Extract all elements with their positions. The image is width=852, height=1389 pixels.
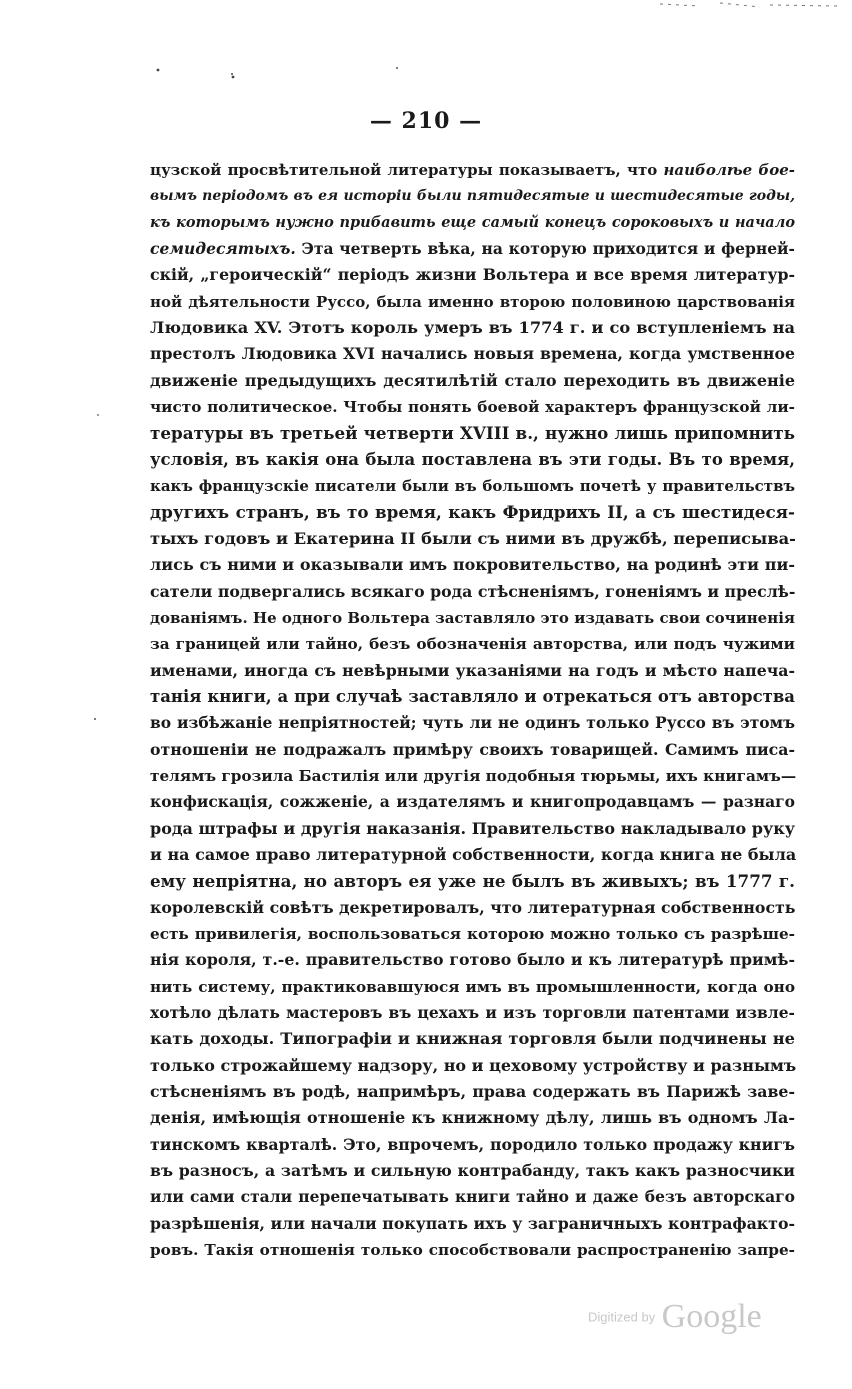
text-line (150, 473, 795, 499)
digitized-by-label: Digitized by (588, 1309, 656, 1325)
text-span: нія короля, т.-е. правительство готово было и къ литературѣ примѣ- (150, 950, 795, 970)
text-line (150, 262, 795, 288)
google-logo: Google (661, 1298, 762, 1335)
text-line (150, 605, 795, 631)
text-span: движеніе предыдущихъ десятилѣтій стало переходить въ движеніе (150, 370, 795, 390)
text-span: разрѣшенія, или начали покупать ихъ у заграничныхъ контрафакто- (150, 1213, 795, 1233)
text-line (150, 789, 795, 815)
text-span: лись съ ними и оказывали имъ покровительство, на родинѣ эти пи- (150, 555, 795, 575)
text-line (150, 157, 795, 183)
text-span: въ разносъ, а затѣмъ и сильную контрабанду, такъ какъ разносчики (150, 1161, 795, 1181)
text-span: стѣсненіямъ въ родѣ, напримѣръ, права содержать въ Парижѣ заве- (150, 1082, 795, 1102)
italic-text-span: вымъ періодомъ въ ея исторіи были пятидесятые и шестидесятые годы, (150, 188, 795, 205)
text-span: кать доходы. Типографіи и книжная торговля были подчинены не (150, 1029, 795, 1049)
text-span: королевскій совѣтъ декретировалъ, что литературная собственность (150, 897, 796, 917)
text-line (150, 236, 795, 262)
text-span: цузской просвѣтительной литературы показываетъ, что (150, 161, 664, 179)
text-span: денія, имѣющія отношеніе къ книжному дѣлу, лишь въ одномъ Ла- (150, 1108, 795, 1128)
text-span: чисто политическое. Чтобы понять боевой характеръ французской ли- (150, 398, 795, 417)
text-span: Людовика XV. Этотъ король умеръ въ 1774 г. и со вступленіемъ на (150, 318, 795, 338)
text-span: танія книги, а при случаѣ заставляло и отрекаться отъ авторства (150, 686, 795, 706)
text-line (150, 315, 795, 341)
text-line (150, 631, 795, 657)
text-span: ной дѣятельности Руссо, была именно второю половиною царствованія (150, 292, 795, 311)
text-span: Эта четверть вѣка, на которую приходится и ферней- (295, 239, 795, 259)
text-line (150, 1237, 795, 1263)
text-span: скій, „героическій“ періодъ жизни Вольтера и все время литератур- (150, 265, 795, 285)
text-span: сатели подвергались всякаго рода стѣсненіямъ, гоненіямъ и преслѣ- (150, 581, 796, 601)
text-line (150, 1158, 795, 1184)
text-line (150, 183, 795, 209)
text-span: тинскомъ кварталѣ. Это, впрочемъ, породило только продажу книгъ (150, 1134, 795, 1154)
text-line (150, 737, 795, 763)
text-line (150, 1000, 795, 1026)
text-span: отношеніи не подражалъ примѣру своихъ товарищей. Самимъ писа- (150, 739, 795, 759)
text-line (150, 368, 795, 394)
text-line (150, 710, 795, 736)
text-span: только строжайшему надзору, но и цеховому устройству и разнымъ (150, 1055, 797, 1075)
text-span: ему непріятна, но авторъ ея уже не былъ въ живыхъ; въ 1777 г. (150, 871, 795, 892)
text-span: за границей или тайно, безъ обозначенія авторства, или подъ чужими (150, 635, 795, 654)
text-line (150, 341, 795, 367)
text-span: какъ французскіе писатели были въ большомъ почетѣ у правительствъ (150, 477, 795, 496)
text-line (150, 947, 795, 973)
google-watermark (588, 1298, 762, 1336)
text-line (150, 1079, 795, 1105)
text-line (150, 1105, 795, 1131)
text-line (150, 526, 795, 552)
text-span: хотѣло дѣлать мастеровъ въ цехахъ и изъ торговли патентами извле- (150, 1003, 795, 1022)
text-line (150, 895, 795, 921)
text-line (150, 842, 795, 868)
text-line (150, 921, 795, 947)
text-line (150, 1026, 795, 1052)
text-span: или сами стали перепечатывать книги тайно и даже безъ авторскаго (150, 1187, 795, 1207)
text-span: тературы въ третьей четверти XVIII в., нужно лишь припомнить (150, 423, 795, 444)
text-span: престолъ Людовика XVI начались новыя времена, когда умственное (150, 344, 795, 364)
text-line (150, 684, 795, 710)
text-line (150, 816, 795, 842)
text-line (150, 868, 795, 894)
text-span: конфискація, сожженіе, а издателямъ и книгопродавцамъ — разнаго (150, 792, 795, 812)
italic-text-span: къ которымъ нужно прибавить еще самый конецъ сороковыхъ и начало (150, 213, 795, 231)
text-line (150, 289, 795, 315)
text-span: дованіямъ. Не одного Вольтера заставляло это издавать свои сочиненія (150, 608, 795, 627)
text-line (150, 1053, 795, 1079)
body-text (150, 157, 795, 1263)
text-line (150, 447, 795, 473)
text-line (150, 499, 795, 525)
text-span: тыхъ годовъ и Екатерина II были съ ними въ дружбѣ, переписыва- (150, 528, 796, 548)
text-line (150, 1132, 795, 1158)
italic-text-span: наиболѣе бое- (663, 161, 796, 179)
text-line (150, 974, 795, 1000)
text-span: ровъ. Такія отношенія только способствовали распространенію запре- (150, 1241, 795, 1260)
text-line (150, 1184, 795, 1210)
text-line (150, 394, 795, 420)
text-line (150, 579, 795, 605)
page-number: — 210 — (369, 108, 483, 134)
text-span: рода штрафы и другія наказанія. Правительство накладывало руку (150, 818, 795, 838)
text-span: во избѣжаніе непріятностей; чуть ли не одинъ только Руссо въ этомъ (150, 713, 795, 733)
text-span: и на самое право литературной собственности, когда книга не была (150, 844, 797, 864)
text-line (150, 210, 795, 236)
text-span: нить систему, практиковавшуюся имъ въ промышленности, когда оно (150, 977, 795, 996)
text-span: условія, въ какія она была поставлена въ эти годы. Въ то время, (150, 449, 795, 469)
text-line (150, 552, 795, 578)
text-line (150, 420, 795, 446)
text-span: другихъ странъ, въ то время, какъ Фридрихъ II, а съ шестидеся- (150, 502, 795, 523)
text-span: телямъ грозила Бастилія или другія подобныя тюрьмы, ихъ книгамъ— (150, 766, 797, 785)
text-span: именами, иногда съ невѣрными указаніями на годъ и мѣсто напеча- (150, 660, 795, 680)
text-span: есть привилегія, воспользоваться которою можно только съ разрѣше- (150, 924, 795, 943)
text-line (150, 763, 795, 789)
italic-text-span: семидесятыхъ. (150, 239, 296, 259)
text-line (150, 658, 795, 684)
text-line (150, 1211, 795, 1237)
